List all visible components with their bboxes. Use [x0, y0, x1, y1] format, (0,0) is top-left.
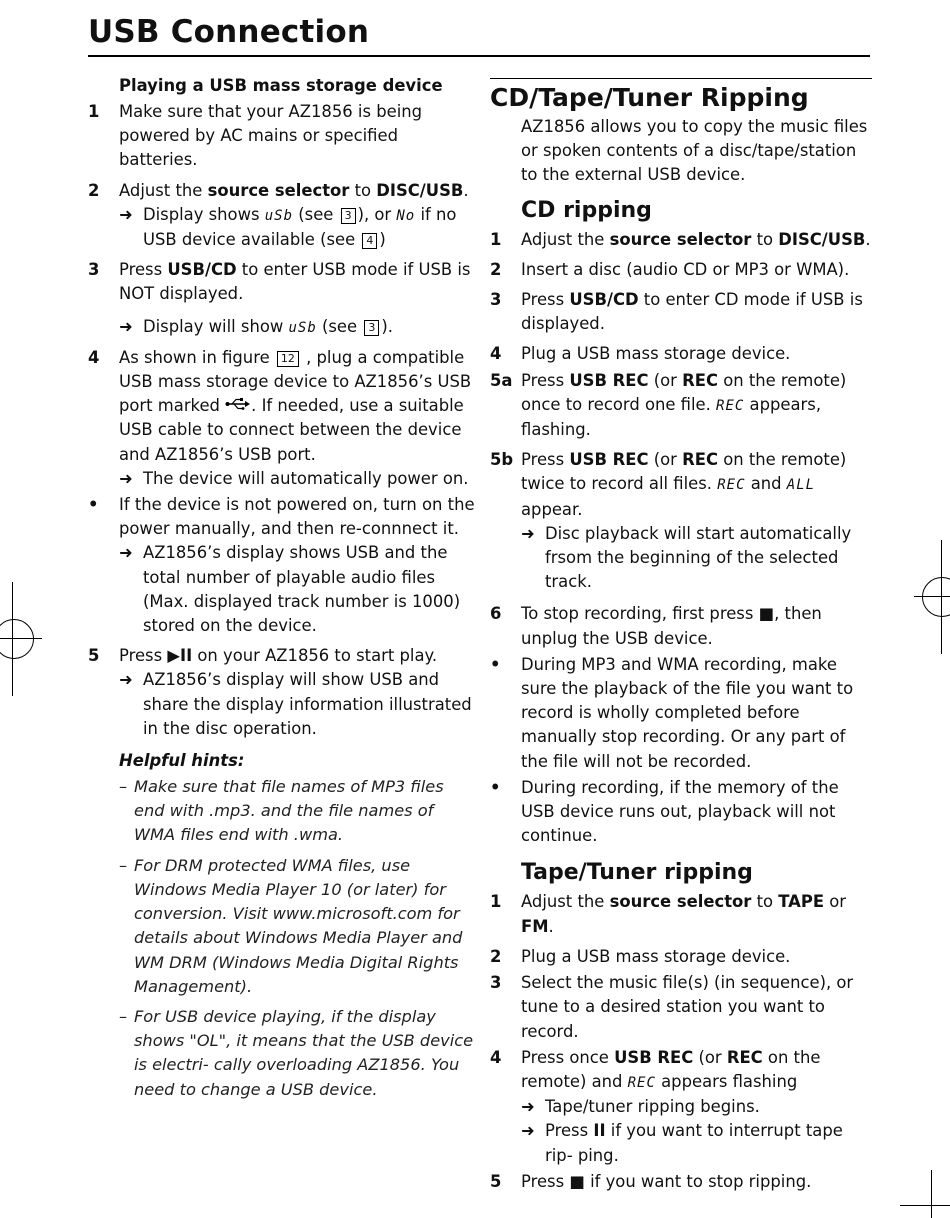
tape-step-5: 5 Press ■ if you want to stop ripping.: [490, 1171, 812, 1191]
arrow-icon: ➜: [521, 523, 535, 543]
cd-bullet: • During MP3 and WMA recording, make sure the playback of the file you want to record is wholly completed before manually stop recording. Or any part of the file will not be recorded.: [490, 653, 872, 774]
registration-mark: [0, 619, 34, 659]
cd-step-4: 4 Plug a USB mass storage device.: [490, 344, 791, 364]
left-column: [88, 74, 476, 1102]
usb-symbol-icon: [225, 398, 251, 410]
ripping-section-title: CD/Tape/Tuner Ripping: [490, 83, 809, 112]
stop-icon: ■: [758, 604, 775, 624]
arrow-icon: ➜: [119, 670, 133, 690]
note-bullet: • If the device is not powered on, turn on the power manually, and then re-connnect it. ➜ AZ1856’s display shows USB and the total number of playable audio files (Max. displayed track number is 1000) stored on the device.: [88, 493, 476, 638]
tape-step-4: 4 Press once USB REC (or REC on the remote) and REC appears flashing ➜ Tape/tuner ripping begins. ➜ Press II if you want to interrupt tape rip- ping.: [490, 1046, 872, 1168]
step-3-result: ➜ Display will show uSb (see 3 ).: [119, 315, 476, 340]
arrow-icon: ➜: [119, 204, 133, 224]
registration-mark-line: [12, 582, 13, 696]
lcd-usb-text: uSb: [264, 207, 294, 224]
cd-step-5b: 5b Press USB REC (or REC on the remote) twice to record all files. REC and ALL appear. ➜ Disc playback will start automatically frsom the beginning of the selected track.: [490, 448, 872, 594]
arrow-icon: ➜: [119, 316, 133, 336]
step-4-result: ➜ The device will automatically power on.: [119, 467, 476, 491]
cd-step-5b-result: ➜ Disc playback will start automatically frsom the beginning of the selected track.: [521, 522, 872, 595]
tape-step-4-result: ➜ Press II if you want to interrupt tape rip- ping.: [521, 1119, 872, 1167]
tape-step-4-result: ➜ Tape/tuner ripping begins.: [521, 1095, 872, 1119]
ripping-intro: AZ1856 allows you to copy the music files or spoken contents of a disc/tape/station to the external USB device.: [521, 117, 868, 185]
bullet-icon: •: [88, 495, 99, 515]
cd-step-1: 1 Adjust the source selector to DISC/USB.: [490, 229, 871, 249]
figure-ref: 3: [364, 320, 379, 336]
section-rule: [490, 78, 872, 79]
step-2-result: ➜ Display shows uSb (see 3 ), or No if no USB device available (see 4 ): [119, 203, 476, 252]
lcd-rec-text: REC: [627, 1074, 656, 1091]
lcd-all-text: ALL: [786, 477, 816, 494]
lcd-rec-text: REC: [717, 477, 746, 494]
lcd-usb-text: uSb: [288, 319, 317, 336]
bullet-icon: •: [490, 777, 501, 797]
arrow-icon: ➜: [119, 543, 133, 563]
crop-mark: [900, 1205, 950, 1206]
bullet-icon: •: [490, 654, 501, 674]
step-1: 1 Make sure that your AZ1856 is being powered by AC mains or specified batteries.: [88, 102, 423, 170]
hint-item: – For DRM protected WMA files, use Windows Media Player 10 (or later) for conversion. Visit www.microsoft.com for details about Windows Media Player and WM DRM (Windows Media Digital Rights Management).: [119, 855, 463, 996]
page-title: USB Connection: [88, 14, 370, 50]
crop-mark: [931, 1170, 932, 1218]
step-5: 5 Press ▶II on your AZ1856 to start play. ➜ AZ1856’s display will show USB and share the display information illustrated in the disc operation.: [88, 644, 476, 741]
tape-ripping-heading: Tape/Tuner ripping: [521, 860, 753, 886]
cd-step-2: 2 Insert a disc (audio CD or MP3 or WMA).: [490, 259, 850, 279]
hint-item: – For USB device playing, if the display shows "OL", it means that the USB device is electri- cally overloading AZ1856. You need to change a USB device.: [119, 1006, 474, 1099]
lcd-rec-text: REC: [716, 397, 745, 414]
cd-step-6: 6 To stop recording, first press ■, then unplug the USB device.: [490, 604, 822, 648]
figure-ref: 3: [341, 208, 356, 224]
stop-icon: ■: [569, 1171, 585, 1191]
step-5-result: ➜ AZ1856’s display will show USB and share the display information illustrated in the disc operation.: [119, 668, 476, 741]
cd-ripping-heading: CD ripping: [521, 197, 652, 223]
registration-mark-line: [941, 540, 942, 654]
figure-ref: 12: [277, 351, 299, 367]
arrow-icon: ➜: [521, 1097, 535, 1117]
step-3: 3 Press USB/CD to enter USB mode if USB is NOT displayed. ➜ Display will show uSb (see 3 ).: [88, 258, 476, 340]
cd-bullet: • During recording, if the memory of the USB device runs out, playback will not continue.: [490, 776, 872, 849]
cd-step-5a: 5a Press USB REC (or REC on the remote) once to record one file. REC appears, flashing.: [490, 370, 847, 440]
tape-step-2: 2 Plug a USB mass storage device.: [490, 946, 791, 966]
figure-ref: 4: [362, 233, 377, 249]
tape-step-1: 1 Adjust the source selector to TAPE or FM.: [490, 892, 847, 936]
helpful-hints-title: Helpful hints:: [119, 751, 245, 771]
registration-mark: [922, 577, 950, 617]
title-rule: [88, 55, 870, 57]
note-result: ➜ AZ1856’s display shows USB and the total number of playable audio files (Max. displayed track number is 1000) stored on the device.: [119, 541, 476, 638]
step-4: 4 As shown in figure 12 , plug a compatible USB mass storage device to AZ1856’s USB port marked . If needed, use a suitable USB cable to connect between the device and AZ1856’s USB port. ➜ The device will automatically power on.: [88, 346, 476, 491]
right-column: [490, 74, 872, 1194]
usb-playing-subheading: Playing a USB mass storage device: [119, 76, 443, 95]
arrow-icon: ➜: [521, 1121, 535, 1141]
hint-item: – Make sure that file names of MP3 files end with .mp3. and the file names of WMA files end with .wma.: [119, 777, 444, 845]
step-2: 2 Adjust the source selector to DISC/USB. ➜ Display shows uSb (see 3 ), or No if no USB device available (see 4 ): [88, 179, 476, 253]
tape-step-3: 3 Select the music file(s) (in sequence), or tune to a desired station you want to record.: [490, 973, 854, 1041]
pause-icon: II: [593, 1121, 606, 1141]
arrow-icon: ➜: [119, 468, 133, 488]
registration-mark-line: [914, 596, 950, 597]
lcd-no-text: No: [396, 207, 416, 224]
play-pause-icon: ▶II: [167, 646, 193, 666]
registration-mark-line: [0, 638, 42, 639]
cd-step-3: 3 Press USB/CD to enter CD mode if USB is displayed.: [490, 290, 863, 334]
